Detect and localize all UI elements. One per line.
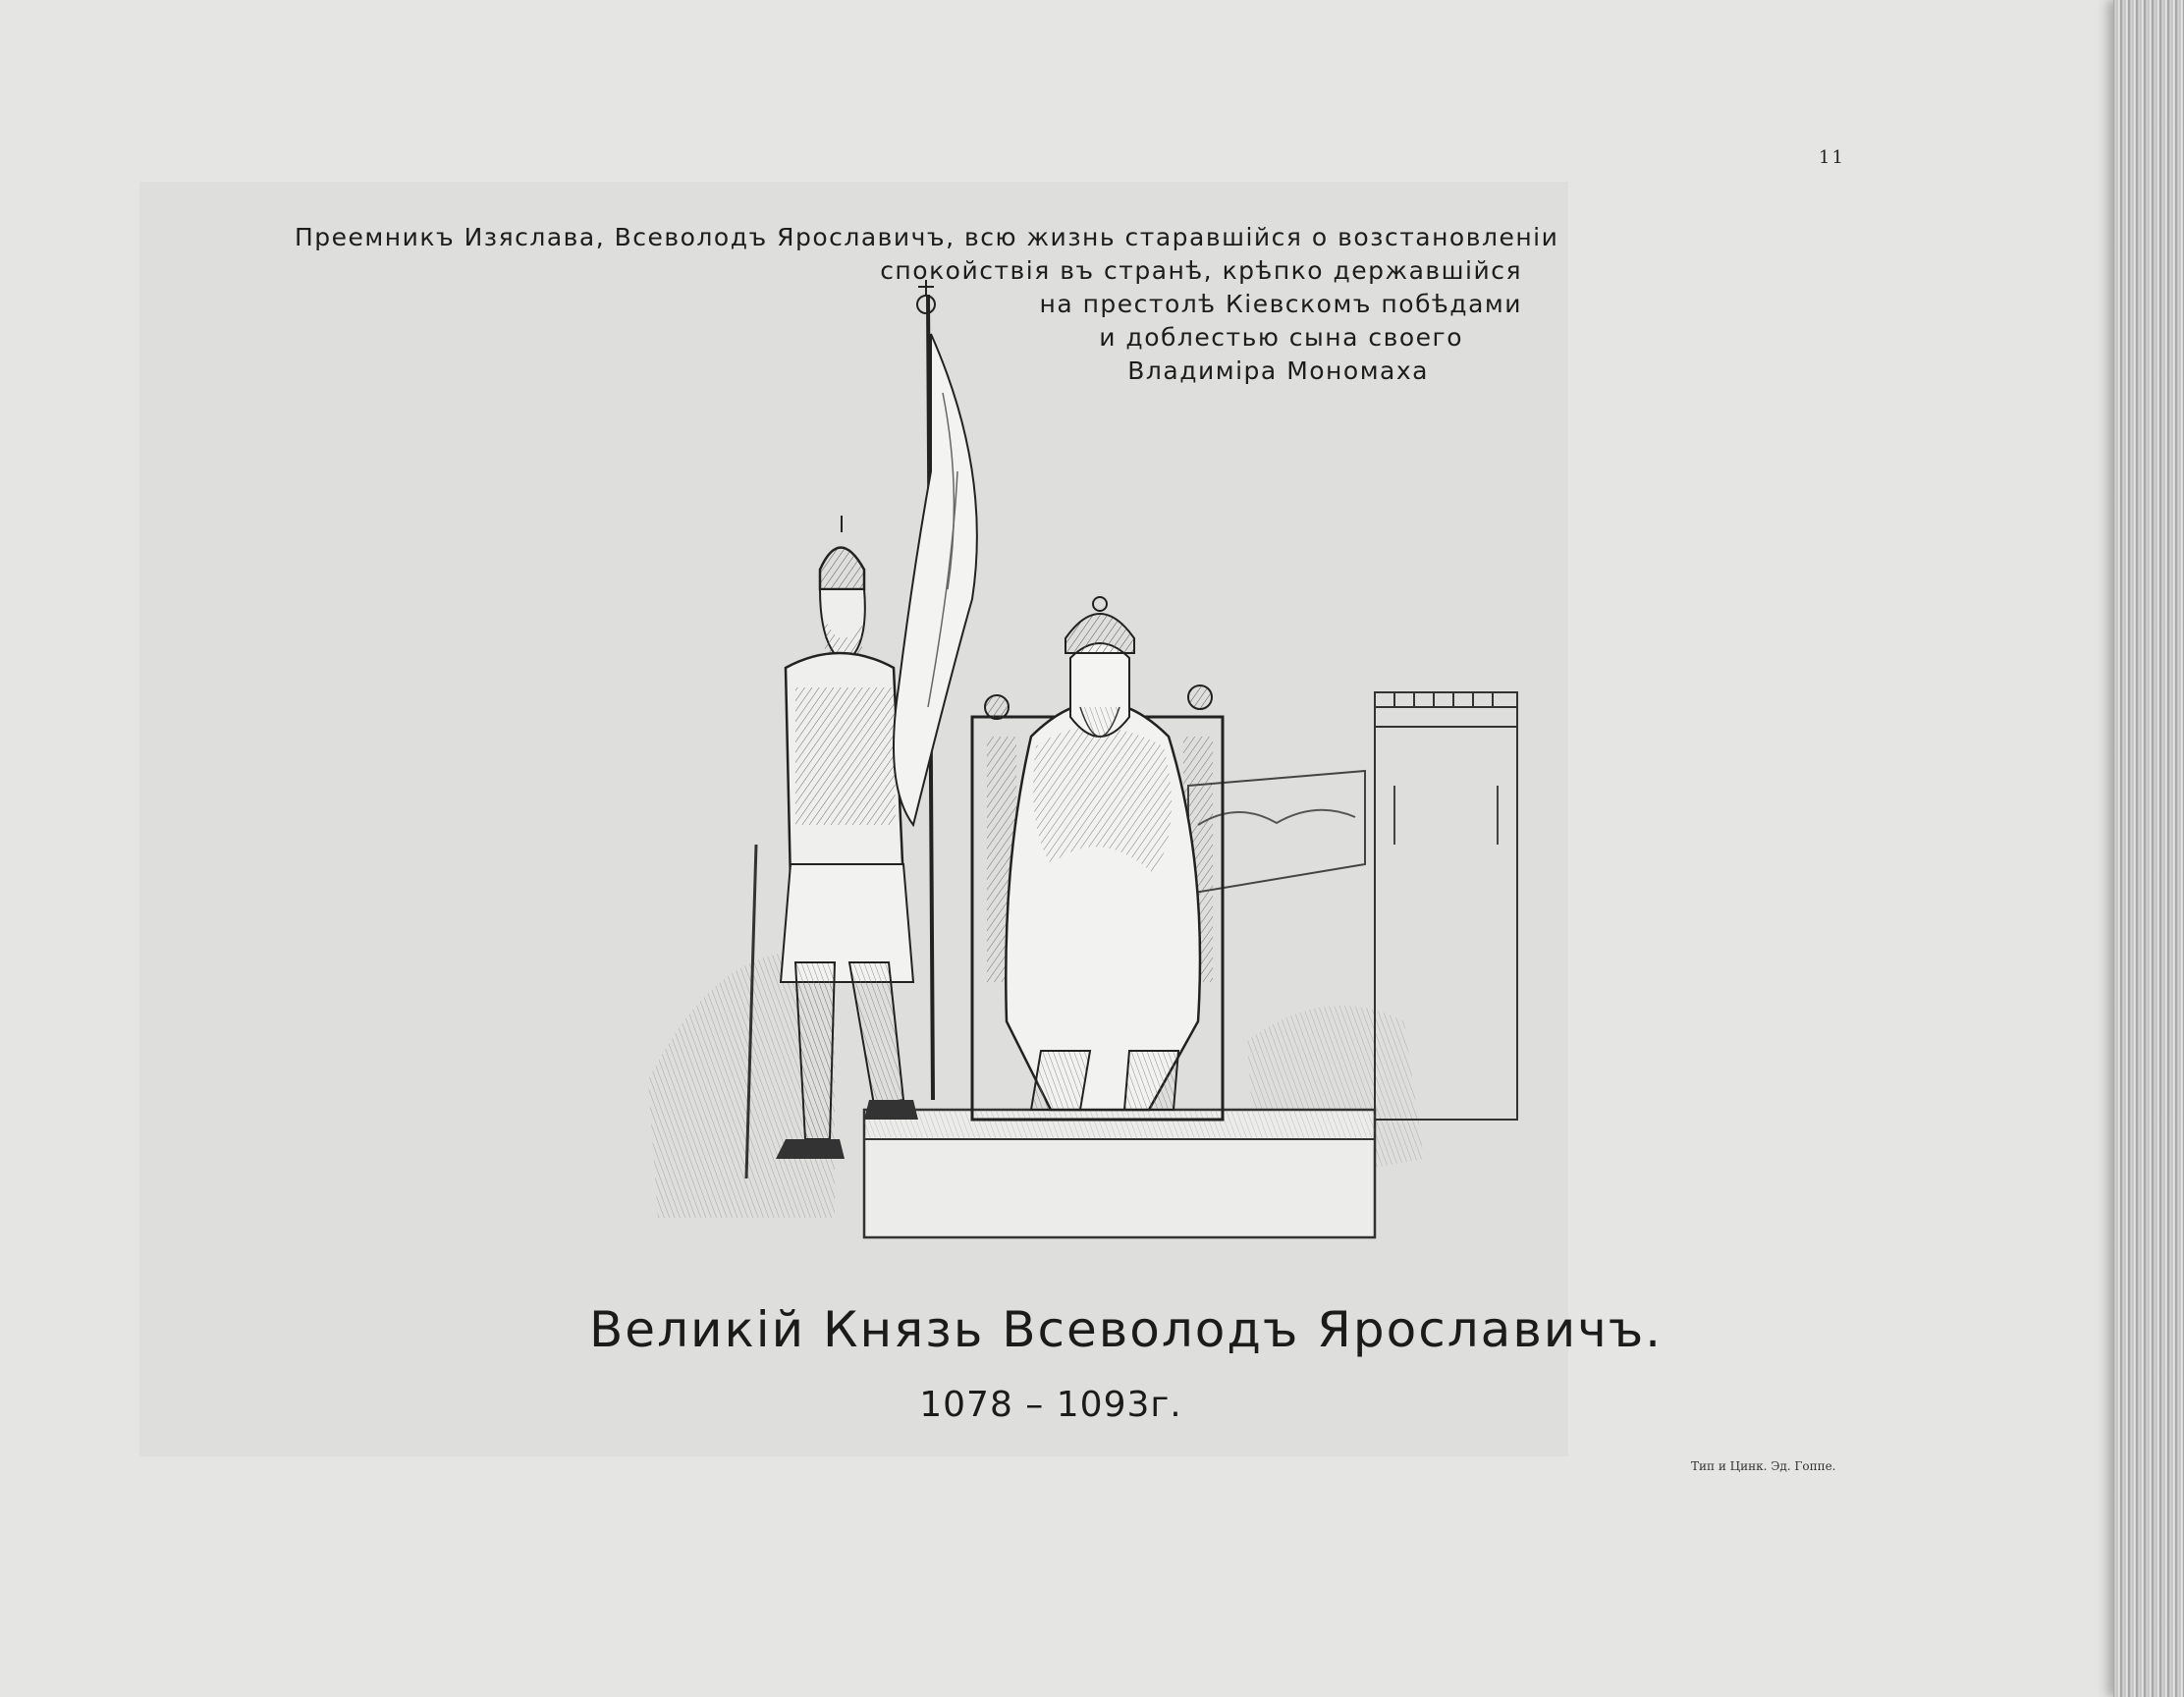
- caption-line: Владиміра Мономаха: [1127, 356, 1429, 385]
- plate-title: Великій Князь Всеволодъ Ярославичъ.: [589, 1301, 1664, 1358]
- plate-number: 11: [1819, 147, 1845, 168]
- book-page-edges: [2113, 0, 2184, 1697]
- caption-line: и доблестью сына своего: [1099, 323, 1463, 352]
- caption-line: Преемникъ Изяслава, Всеволодъ Ярославичъ, всю жизнь старавшійся о возстановленіи: [295, 223, 1559, 251]
- engraving-illustration: [619, 275, 1542, 1257]
- caption-line: на престолѣ Кіевскомъ побѣдами: [1039, 290, 1522, 318]
- plate-years: 1078 – 1093г.: [919, 1385, 1182, 1425]
- printer-credit: Тип и Цинк. Эд. Гоппе.: [1691, 1459, 1836, 1473]
- caption-line: спокойствія въ странѣ, крѣпко державшійся: [880, 256, 1522, 285]
